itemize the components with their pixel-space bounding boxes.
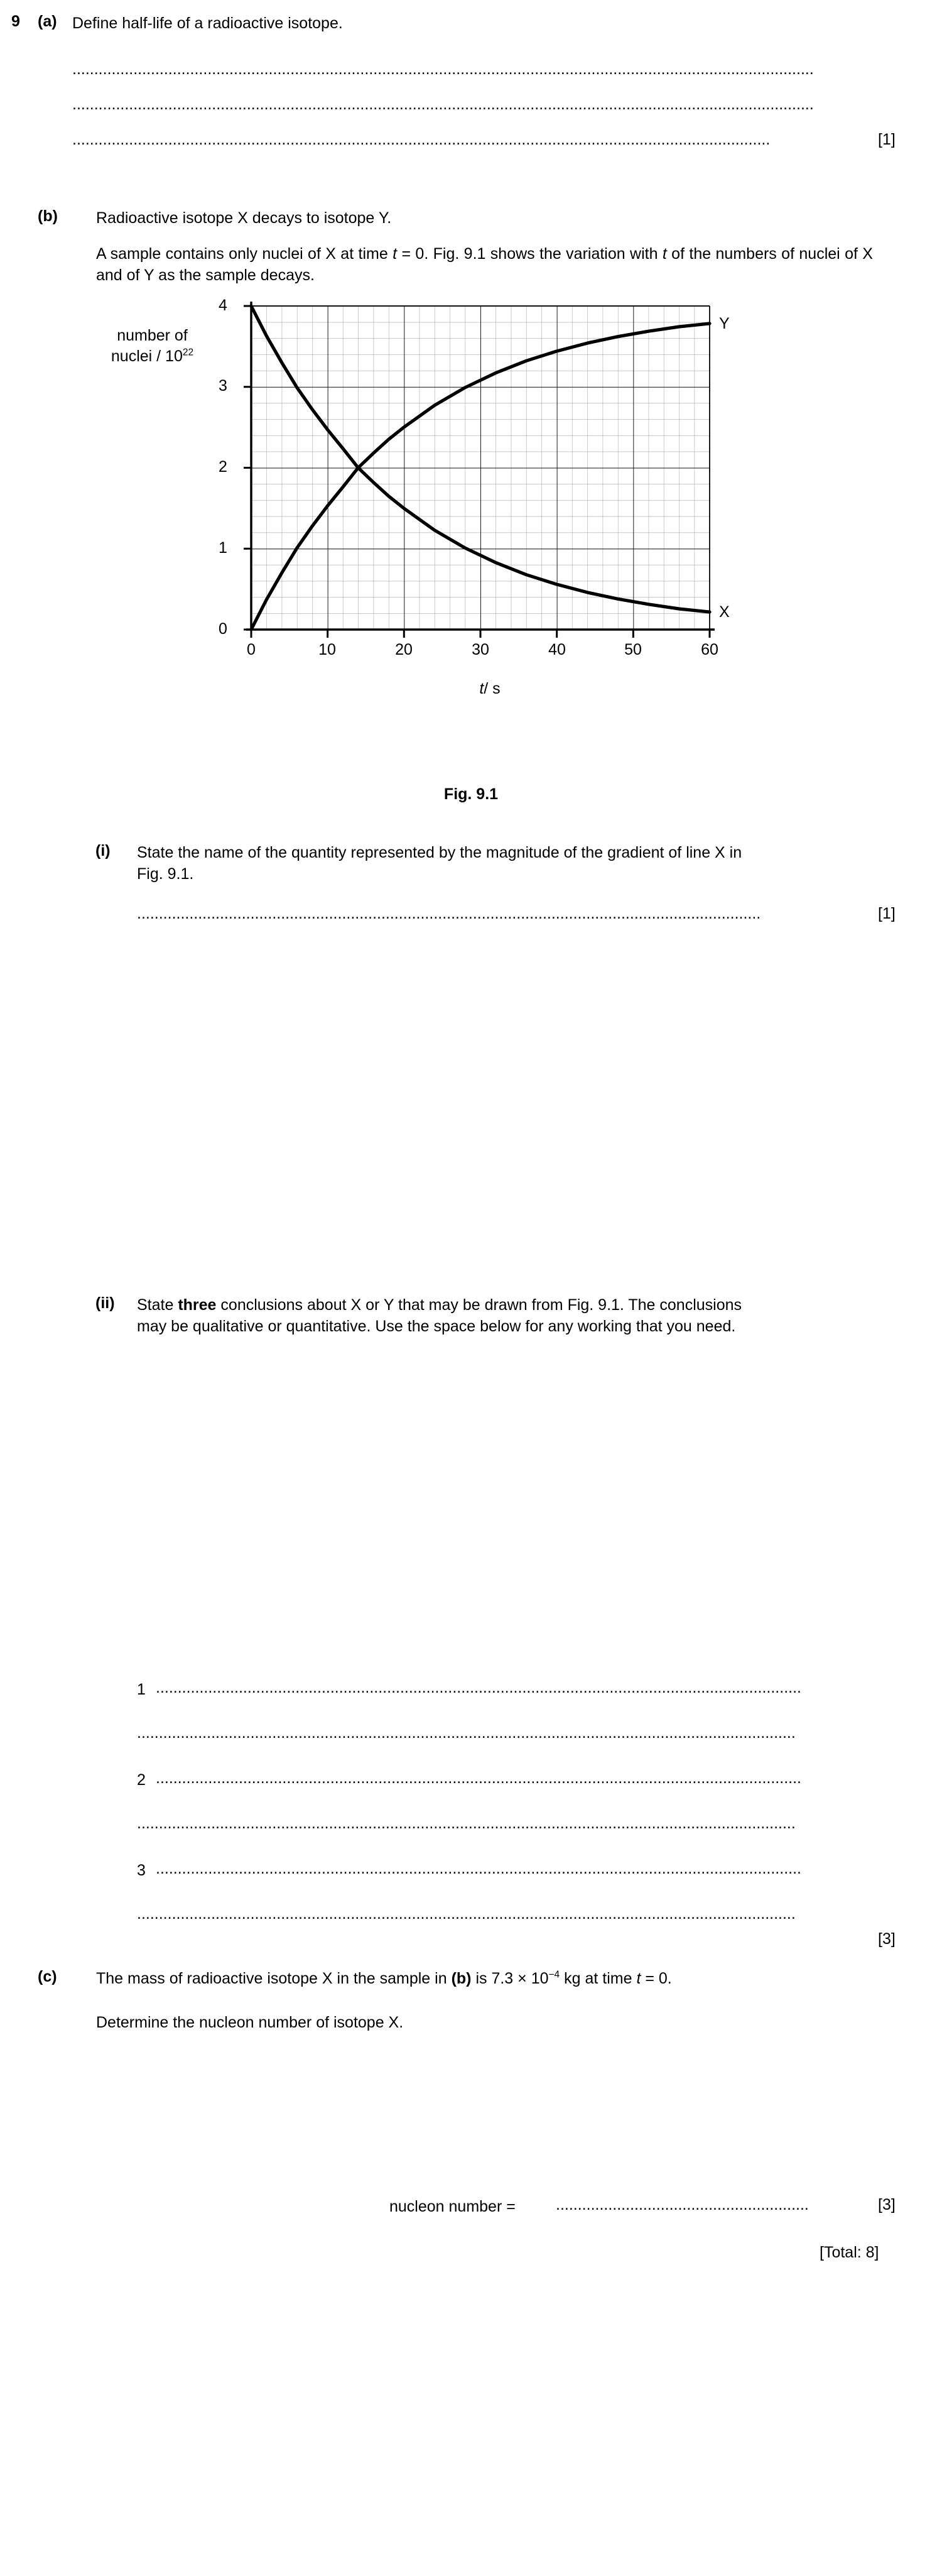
figure-9-1-svg: [82, 295, 854, 773]
part-b-label: (b): [38, 207, 58, 225]
x-tick-40: 40: [548, 641, 566, 658]
answer-line-b-i-1[interactable]: ...............................................................................................................................................: [137, 905, 761, 922]
marks-c: [3]: [878, 2196, 896, 2213]
x-tick-10: 10: [318, 641, 336, 658]
y-tick-2: 2: [219, 458, 227, 476]
y-tick-0: 0: [219, 620, 227, 638]
answer-item-number-2: 2: [137, 1771, 146, 1789]
answer-line-a-3[interactable]: ................................................................................................................................................................: [72, 131, 771, 148]
part-c-line2: Determine the nucleon number of isotope X.: [96, 2014, 404, 2031]
part-b-ii-text-line1: State three conclusions about X or Y that may be drawn from Fig. 9.1. The conclusions: [137, 1296, 742, 1314]
x-tick-60: 60: [701, 641, 718, 658]
y-tick-1: 1: [219, 539, 227, 557]
figure-caption: Fig. 9.1: [443, 785, 499, 803]
marks-b-ii: [3]: [878, 1930, 896, 1948]
x-tick-20: 20: [395, 641, 413, 658]
part-b-i-text-line1: State the name of the quantity represented by the magnitude of the gradient of line X in: [137, 844, 742, 861]
part-a-text: Define half-life of a radioactive isotope.: [72, 14, 343, 32]
part-b-intro: Radioactive isotope X decays to isotope Y.: [96, 209, 392, 227]
x-axis-label: t/ s: [479, 680, 501, 697]
answer-item-number-1: 1: [137, 1681, 146, 1698]
part-b-para-post: of the: [666, 245, 712, 263]
nucleon-number-prompt: nucleon number =: [389, 2198, 516, 2215]
part-b-ii-text-line2: may be qualitative or quantitative. Use the space below for any working that you need.: [137, 1318, 736, 1335]
answer-line-b-ii-1a[interactable]: ....................................................................................................................................................: [156, 1679, 801, 1696]
curve-label-x: X: [719, 603, 730, 621]
part-a-label: (a): [38, 13, 57, 30]
answer-item-number-3: 3: [137, 1862, 146, 1879]
x-tick-30: 30: [472, 641, 489, 658]
y-axis-label-line1: number of: [117, 327, 188, 344]
part-b-para-pre: A sample contains only nuclei of X at time: [96, 245, 393, 263]
total-marks: [Total: 8]: [820, 2244, 879, 2261]
part-b-i-text-line2: Fig. 9.1.: [137, 865, 194, 883]
part-c-line1: The mass of radioactive isotope X in the sample in (b) is $7.3 \times 10^{-4}$ kg at time t = 0.: [96, 1969, 672, 1987]
y-axis-label-line2: nuclei / $10^{22}$: [111, 347, 194, 365]
plot-grid: [251, 306, 710, 630]
answer-line-b-ii-2a[interactable]: ....................................................................................................................................................: [156, 1769, 801, 1787]
marks-b-i: [1]: [878, 905, 896, 922]
answer-line-b-ii-1b[interactable]: .......................................................................................................................................................: [137, 1724, 796, 1742]
emphasis-three: three: [178, 1296, 217, 1314]
para-var-t-2: t: [662, 245, 667, 263]
para-var-t-1: t: [392, 245, 398, 263]
answer-line-a-2[interactable]: ..........................................................................................................................................................................: [72, 96, 814, 113]
y-tick-4: 4: [219, 297, 227, 314]
answer-line-b-ii-3b[interactable]: .......................................................................................................................................................: [137, 1905, 796, 1923]
curve-label-y: Y: [719, 315, 730, 332]
answer-line-a-1[interactable]: ..........................................................................................................................................................................: [72, 60, 814, 78]
figure-9-1: [82, 295, 854, 773]
answer-line-b-ii-2b[interactable]: .......................................................................................................................................................: [137, 1815, 796, 1832]
question-number: 9: [11, 13, 20, 30]
x-tick-50: 50: [624, 641, 642, 658]
answer-line-c[interactable]: ..........................................................: [556, 2196, 809, 2213]
y-tick-3: 3: [219, 377, 227, 395]
marks-a: [1]: [878, 131, 896, 148]
part-b-i-label: (i): [95, 842, 111, 860]
part-b-para-line2: numbers of nuclei of X and of Y as the sample decays.: [96, 245, 873, 284]
part-b-paragraph: [96, 243, 873, 286]
part-b-para-mid: = 0. Fig. 9.1 shows the variation with: [397, 245, 663, 263]
ref-part-b: (b): [451, 1970, 472, 1987]
x-tick-0: 0: [247, 641, 256, 658]
answer-line-b-ii-3a[interactable]: ....................................................................................................................................................: [156, 1860, 801, 1877]
part-c-label: (c): [38, 1968, 57, 1985]
part-b-ii-label: (ii): [95, 1294, 115, 1312]
